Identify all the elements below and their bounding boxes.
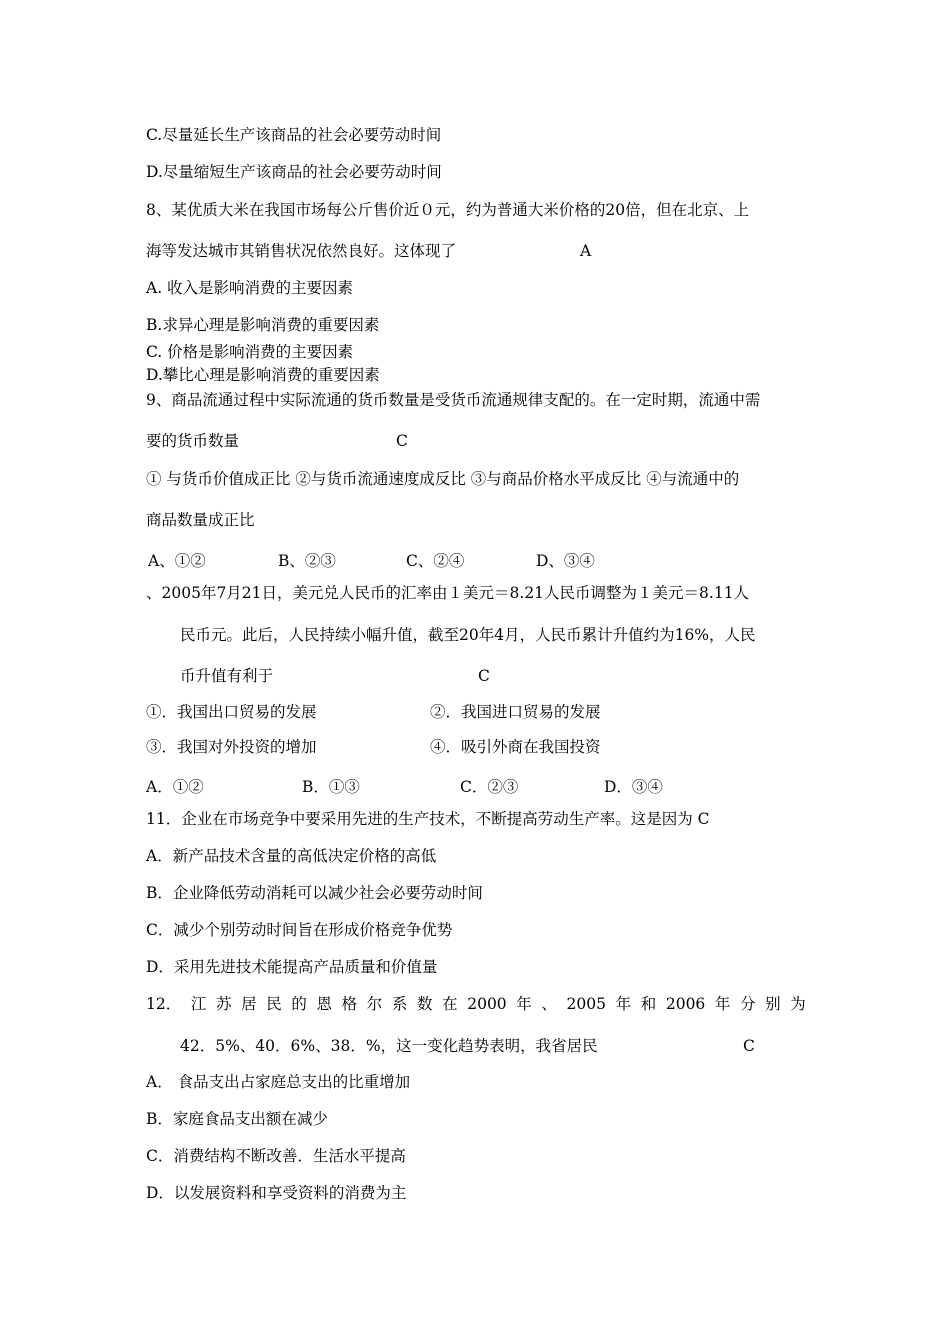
q8-option-c: C. 价格是影响消费的主要因素 [146, 343, 354, 361]
q9-stem-line2: 要的货币数量 [146, 432, 240, 450]
q12-word: 2000 [467, 995, 507, 1013]
q10-option-d: D．③④ [604, 778, 663, 796]
q12-word: 和 [640, 995, 657, 1013]
q12-word: 江 [190, 995, 207, 1013]
q8-option-d: D.攀比心理是影响消费的重要因素 [146, 366, 380, 384]
q12-option-b: B．家庭食品支出额在减少 [146, 1110, 328, 1128]
q8-stem-line2: 海等发达城市其销售状况依然良好。这体现了 [146, 242, 457, 260]
q12-word: 别 [765, 995, 781, 1013]
q12-stem-line2: 42．5%、40．6%、38．%，这一变化趋势表明，我省居民 [180, 1037, 598, 1055]
q12-word: 在 [442, 995, 458, 1013]
q11-option-b: B．企业降低劳动消耗可以减少社会必要劳动时间 [146, 884, 483, 902]
q9-option-b: B、②③ [278, 552, 336, 570]
q12-word: 2006 [665, 995, 706, 1013]
q12-word: 民 [266, 995, 282, 1013]
q10-option-a: A．①② [146, 778, 204, 796]
q10-answer: C [478, 667, 490, 685]
q12-option-c: C．消费结构不断改善．生活水平提高 [146, 1147, 406, 1165]
q8-answer: A [580, 242, 592, 260]
q12-word: 12． [146, 995, 182, 1013]
q10-stem-line1: 、2005年7月21日，美元兑人民币的汇率由１美元＝8.21人民币调整为１美元＝8.11人 [146, 584, 750, 602]
q9-answer: C [396, 432, 408, 450]
q12-word: 系 [391, 995, 408, 1013]
q10-statement-1: ①．我国出口贸易的发展 [146, 703, 317, 721]
q10-stem-line2: 民币元。此后，人民持续小幅升值，截至20年4月，人民币累计升值约为16%，人民 [180, 626, 756, 644]
q12-word: 数 [416, 995, 433, 1013]
q12-word: 恩 [316, 995, 332, 1013]
q10-stem-line3: 币升值有利于 [180, 667, 274, 685]
q9-stem-line1: 9、商品流通过程中实际流通的货币数量是受货币流通规律支配的。在一定时期，流通中需 [146, 391, 761, 409]
q12-word: 为 [790, 995, 806, 1013]
q9-statements-line1: ① 与货币价值成正比 ②与货币流通速度成反比 ③与商品价格水平成反比 ④与流通中的 [146, 470, 740, 488]
q12-option-a: A． 食品支出占家庭总支出的比重增加 [146, 1073, 411, 1091]
q9-statements-line2: 商品数量成正比 [146, 511, 255, 529]
q12-word: 苏 [215, 995, 232, 1013]
q12-option-d: D．以发展资料和享受资料的消费为主 [146, 1184, 407, 1202]
q8-option-b: B.求异心理是影响消费的重要因素 [146, 316, 380, 334]
q12-word: 年 [714, 995, 731, 1013]
prev-option-c: C.尽量延长生产该商品的社会必要劳动时间 [146, 126, 442, 144]
q9-option-c: C、②④ [406, 552, 465, 570]
q12-word: 的 [291, 995, 307, 1013]
q8-stem-line1: 8、某优质大米在我国市场每公斤售价近０元，约为普通大米价格的20倍，但在北京、上 [146, 201, 750, 219]
q12-word: 年 [516, 995, 532, 1013]
q12-word: 尔 [366, 995, 383, 1013]
q10-statement-4: ④．吸引外商在我国投资 [430, 738, 601, 756]
q11-option-c: C．减少个别劳动时间旨在形成价格竞争优势 [146, 921, 453, 939]
q12-stem-line1 [146, 997, 806, 1013]
q10-statement-2: ②．我国进口贸易的发展 [430, 703, 601, 721]
q9-option-d: D、③④ [536, 552, 595, 570]
q12-word: 年 [615, 995, 632, 1013]
q8-option-a: A. 收入是影响消费的主要因素 [146, 279, 354, 297]
q12-word: 、 [541, 995, 557, 1013]
q12-word: 分 [740, 995, 756, 1013]
q10-option-c: C．②③ [460, 778, 519, 796]
q10-option-b: B．①③ [302, 778, 360, 796]
q9-options-row [146, 549, 826, 569]
q12-word: 居 [241, 995, 257, 1013]
q12-word: 格 [341, 995, 358, 1013]
q11-option-a: A．新产品技术含量的高低决定价格的高低 [146, 847, 437, 865]
q12-answer: C [743, 1037, 755, 1055]
prev-option-d: D.尽量缩短生产该商品的社会必要劳动时间 [146, 163, 442, 181]
q12-word: 2005 [566, 995, 606, 1013]
q11-stem: 11．企业在市场竞争中要采用先进的生产技术，不断提高劳动生产率。这是因为 C [146, 810, 710, 828]
q11-option-d: D．采用先进技术能提高产品质量和价值量 [146, 958, 438, 976]
q10-options-row [146, 775, 826, 795]
q9-option-a: A、①② [148, 552, 206, 570]
q10-statement-3: ③．我国对外投资的增加 [146, 738, 317, 756]
